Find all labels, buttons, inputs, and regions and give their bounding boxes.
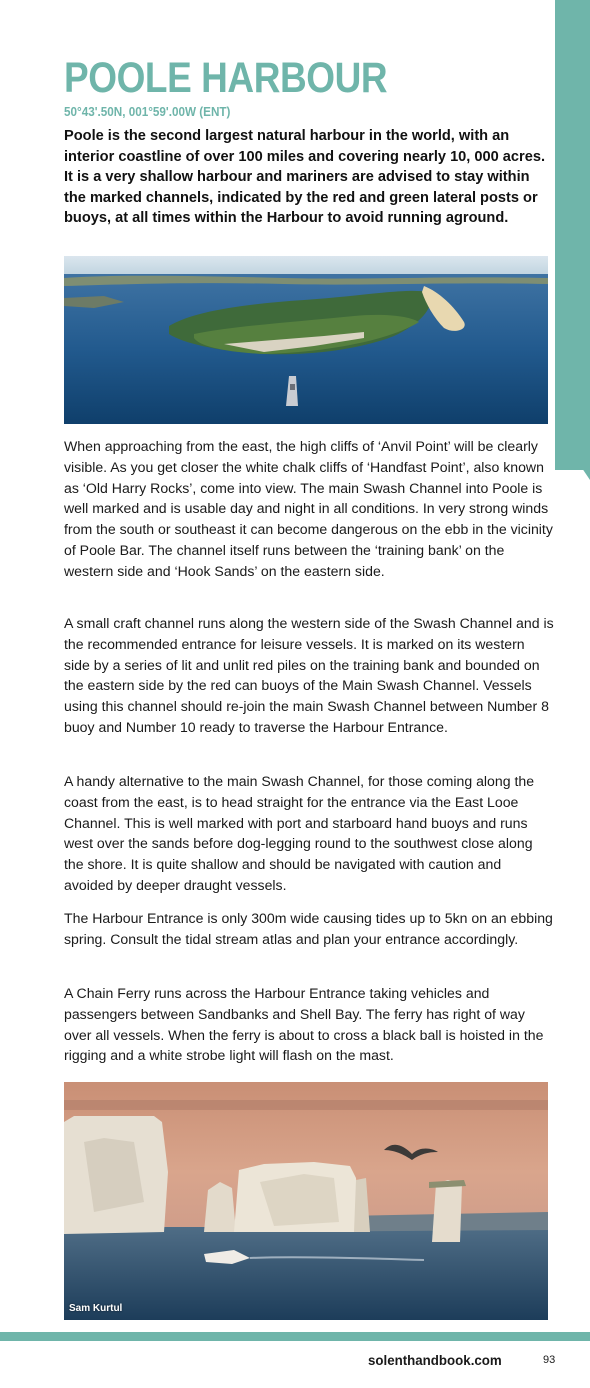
edge-tab (555, 0, 590, 470)
page-title: POOLE HARBOUR (64, 54, 388, 102)
paragraph-chain-ferry: A Chain Ferry runs across the Harbour Entrance taking vehicles and passengers between Sandbanks and Shell Bay. The ferry has right of way over all vessels. When the ferry is about to cross a black ball is hoisted in the rigging and a white strobe light will flash on the mast. (64, 985, 544, 1064)
aerial-harbour-photo (64, 256, 548, 424)
footer-rule (0, 1332, 590, 1341)
position-coordinates: 50°43'.50N, 001°59'.00W (ENT) (64, 104, 231, 119)
intro-paragraph: Poole is the second largest natural harbour in the world, with an interior coastline of over 100 miles and covering nearly 10, 000 acres. It is a very shallow harbour and mariners are advised to stay within the marked channels, indicated by the red and green lateral posts or buoys, at all times within the Harbour to avoid running aground. (64, 128, 546, 226)
paragraph-harbour-entrance: The Harbour Entrance is only 300m wide causing tides up to 5kn on an ebbing spring. Consult the tidal stream atlas and plan your entrance accordingly. (64, 910, 553, 947)
photo-credit: Sam Kurtul (69, 1303, 123, 1314)
footer-website[interactable]: solenthandbook.com (368, 1352, 502, 1368)
paragraph-approach: When approaching from the east, the high cliffs of ‘Anvil Point’ will be clearly visible. As you get closer the white chalk cliffs of ‘Handfast Point’, also known as ‘Old Harry Rocks’, come into view. The main Swash Channel into Poole is well marked and is usable day and night in all conditions. In very strong winds from the south or southeast it can become dangerous on the ebb in the vicinity of Poole Bar. The channel itself runs between the ‘training bank’ on the western side and ‘Hook Sands’ on the eastern side. (64, 438, 553, 579)
paragraph-small-craft-channel: A small craft channel runs along the western side of the Swash Channel and is the recommended entrance for leisure vessels. It is marked on its western side by a series of lit and unlit red piles on the training bank and bounded on the eastern side by the red can buoys of the Main Swash Channel. Vessels using this channel should re-join the main Swash Channel between Number 8 buoy and Number 10 ready to traverse the Harbour Entrance. (64, 615, 554, 735)
old-harry-rocks-photo (64, 1082, 548, 1320)
page-number: 93 (543, 1354, 556, 1366)
edge-tab-point (555, 428, 590, 480)
paragraph-east-looe-channel: A handy alternative to the main Swash Channel, for those coming along the coast from the east, is to head straight for the entrance via the East Looe Channel. This is well marked with port and starboard hand buoys and runs west over the sands before dog-legging round to the southwest close along the shore. It is quite shallow and should be navigated with caution and avoided by deeper draught vessels. (64, 773, 535, 893)
